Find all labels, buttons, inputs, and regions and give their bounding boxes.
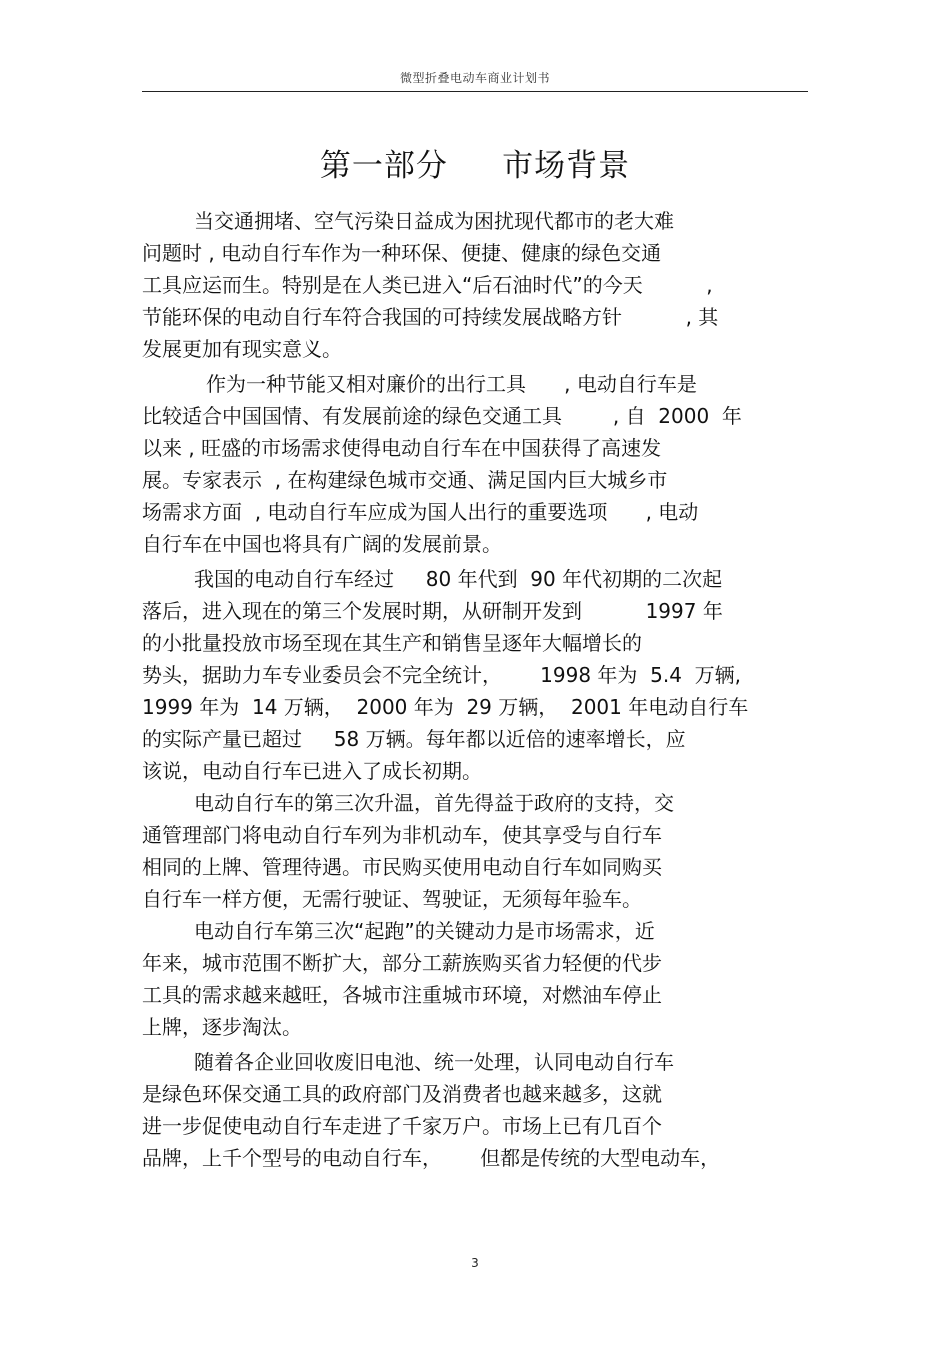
paragraph-line: 以来 , 旺盛的市场需求使得电动自行车在中国获得了高速发 — [142, 436, 662, 460]
paragraph-line: 相同的上牌、管理待遇。市民购买使用电动自行车如同购买 — [142, 855, 662, 879]
body-text — [142, 205, 812, 1174]
paragraph-line: 随着各企业回收废旧电池、统一处理，认同电动自行车 — [194, 1050, 674, 1074]
paragraph-line: 电动自行车的第三次升温，首先得益于政府的支持，交 — [194, 791, 674, 815]
paragraph-line: 是绿色环保交通工具的政府部门及消费者也越来越多，这就 — [142, 1082, 662, 1106]
paragraph-line: 自行车一样方便，无需行驶证、驾驶证，无须每年验车。 — [142, 887, 642, 911]
paragraph-line: 场需求方面 , 电动自行车应成为国人出行的重要选项 , 电动 — [142, 500, 699, 524]
paragraph-line: 展。专家表示 , 在构建绿色城市交通、满足国内巨大城乡市 — [142, 468, 668, 492]
paragraph-line: 节能环保的电动自行车符合我国的可持续发展战略方针 , 其 — [142, 305, 719, 329]
paragraph-line: 年来，城市范围不断扩大，部分工薪族购买省力轻便的代步 — [142, 951, 662, 975]
paragraph-line: 工具的需求越来越旺，各城市注重城市环境，对燃油车停止 — [142, 983, 662, 1007]
paragraph-line: 1999 年为 14 万辆， 2000 年为 29 万辆， 2001 年电动自行车 — [142, 695, 749, 719]
paragraph-line: 比较适合中国国情、有发展前途的绿色交通工具 , 自 2000 年 — [142, 404, 742, 428]
paragraph-line: 品牌，上千个型号的电动自行车， 但都是传统的大型电动车， — [142, 1146, 721, 1170]
paragraph-line: 自行车在中国也将具有广阔的发展前景。 — [142, 532, 502, 556]
paragraph-line: 电动自行车第三次“起跑”的关键动力是市场需求，近 — [194, 919, 655, 943]
paragraph-line: 的实际产量已超过 58 万辆。每年都以近倍的速率增长，应 — [142, 727, 686, 751]
paragraph-line: 该说，电动自行车已进入了成长初期。 — [142, 759, 482, 783]
paragraph-line: 进一步促使电动自行车走进了千家万户。市场上已有几百个 — [142, 1114, 662, 1138]
paragraph-line: 作为一种节能又相对廉价的出行工具 , 电动自行车是 — [206, 372, 697, 396]
paragraph-line: 问题时 , 电动自行车作为一种环保、便捷、健康的绿色交通 — [142, 241, 662, 265]
page-title: 第一部分 市场背景 — [319, 148, 631, 184]
running-header: 微型折叠电动车商业计划书 — [399, 71, 550, 85]
paragraph-line: 落后，进入现在的第三个发展时期，从研制开发到 1997 年 — [142, 599, 723, 623]
paragraph-line: 通管理部门将电动自行车列为非机动车，使其享受与自行车 — [142, 823, 662, 847]
page-number: 3 — [471, 1256, 479, 1270]
header-divider — [142, 91, 808, 92]
paragraph-line: 当交通拥堵、空气污染日益成为困扰现代都市的老大难 — [194, 209, 674, 233]
paragraph-line: 的小批量投放市场至现在其生产和销售呈逐年大幅增长的 — [142, 631, 642, 655]
paragraph-line: 我国的电动自行车经过 80 年代到 90 年代初期的二次起 — [194, 567, 723, 591]
paragraph-line: 工具应运而生。特别是在人类已进入“后石油时代”的今天 , — [142, 273, 713, 297]
paragraph-line: 发展更加有现实意义。 — [142, 337, 342, 361]
paragraph-line: 上牌，逐步淘汰。 — [142, 1015, 302, 1039]
paragraph-line: 势头，据助力车专业委员会不完全统计， 1998 年为 5.4 万辆, — [142, 663, 741, 687]
